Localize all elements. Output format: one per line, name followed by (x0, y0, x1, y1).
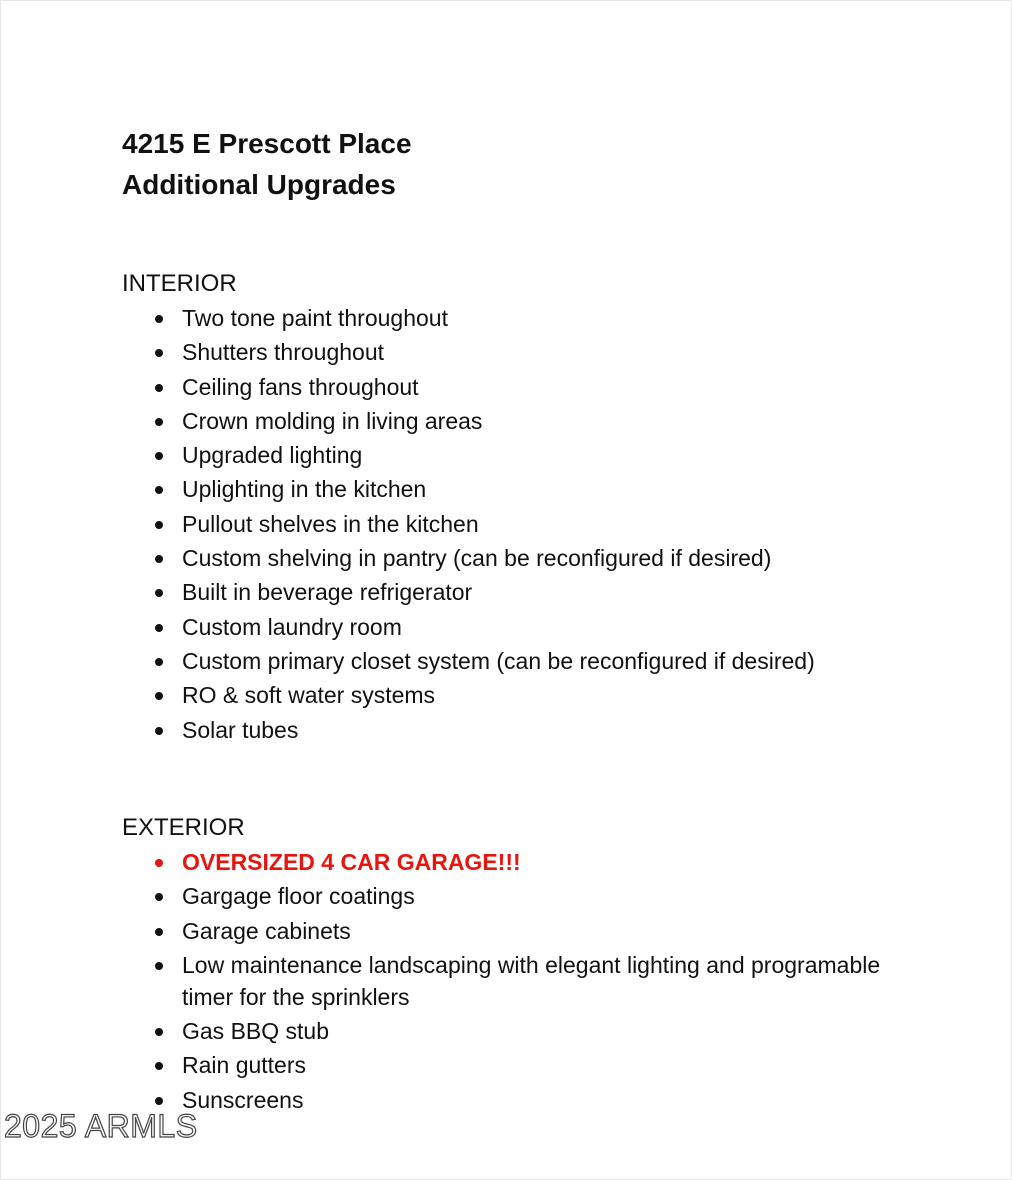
list-item: Rain gutters (122, 1049, 922, 1081)
list-item: Garage cabinets (122, 915, 922, 947)
document-title (122, 123, 412, 205)
list-item: Upgraded lighting (122, 439, 922, 471)
list-item: Two tone paint throughout (122, 302, 922, 334)
list-item: Ceiling fans throughout (122, 371, 922, 403)
list-item: Sunscreens (122, 1084, 922, 1116)
exterior-heading: EXTERIOR (122, 814, 245, 841)
list-item: Uplighting in the kitchen (122, 473, 922, 505)
list-item: Crown molding in living areas (122, 405, 922, 437)
list-item: RO & soft water systems (122, 679, 922, 711)
list-item: Custom primary closet system (can be reconfigured if desired) (122, 645, 922, 677)
copyright-watermark: 2025 ARMLS (4, 1108, 198, 1144)
interior-list (122, 302, 922, 748)
highlight-list-item: OVERSIZED 4 CAR GARAGE!!! (122, 846, 922, 878)
list-item: Shutters throughout (122, 336, 922, 368)
interior-heading: INTERIOR (122, 270, 237, 297)
list-item: Custom shelving in pantry (can be reconfigured if desired) (122, 542, 922, 574)
title-address: 4215 E Prescott Place (122, 128, 412, 159)
list-item: Solar tubes (122, 714, 922, 746)
title-subtitle: Additional Upgrades (122, 169, 396, 200)
list-item: Low maintenance landscaping with elegant lighting and programable timer for the sprinklers (122, 949, 922, 1013)
exterior-list (122, 846, 922, 1118)
list-item: Gas BBQ stub (122, 1015, 922, 1047)
list-item: Gargage floor coatings (122, 880, 922, 912)
list-item: Custom laundry room (122, 611, 922, 643)
list-item: Built in beverage refrigerator (122, 576, 922, 608)
list-item: Pullout shelves in the kitchen (122, 508, 922, 540)
